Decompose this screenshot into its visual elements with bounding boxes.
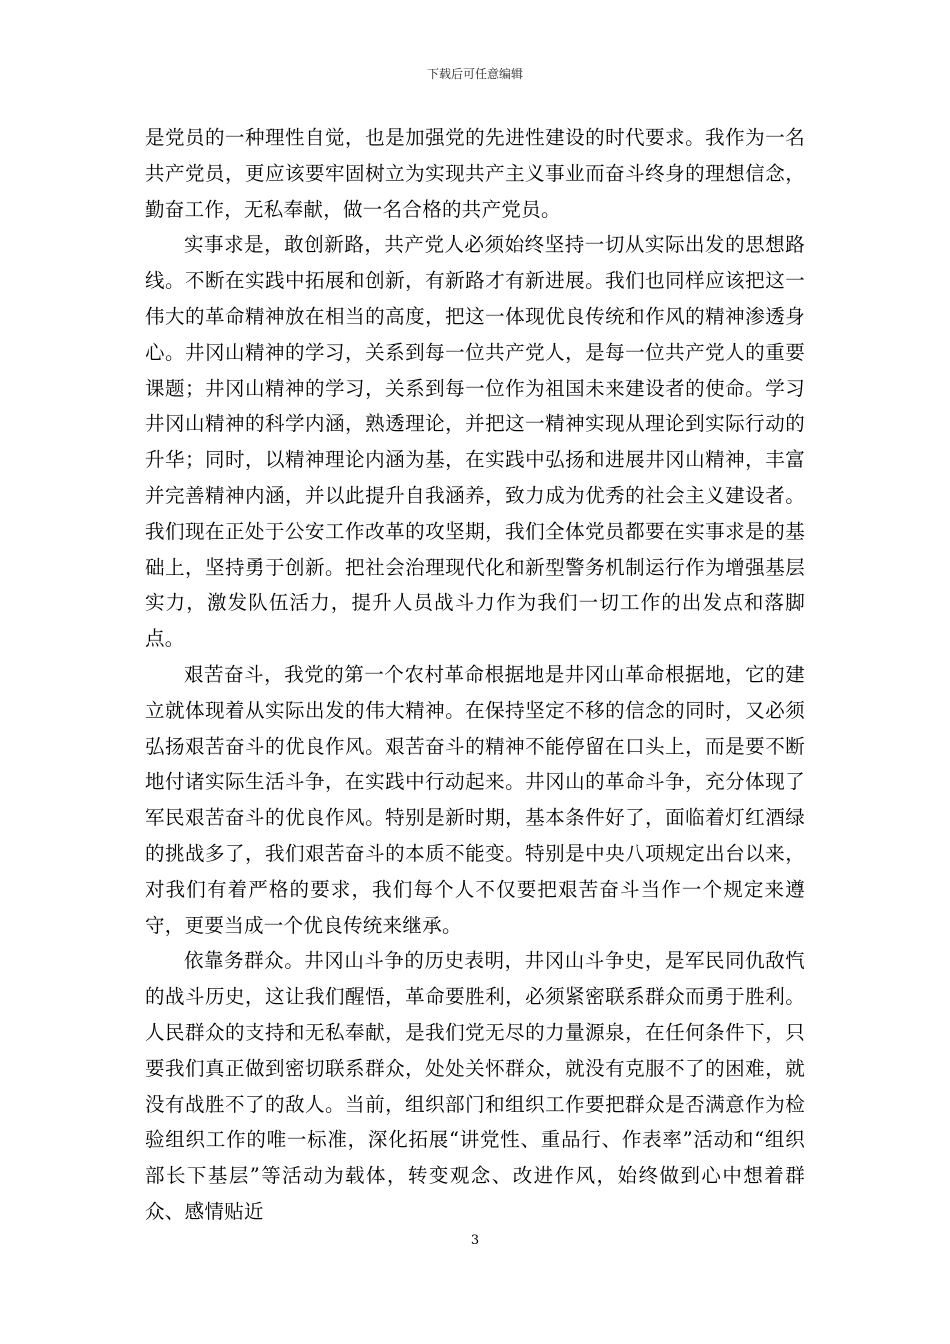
paragraph-3: 艰苦奋斗，我党的第一个农村革命根据地是井冈山革命根据地，它的建立就体现着从实际出发的伟大精神。在保持坚定不移的信念的同时，又必须弘扬艰苦奋斗的优良作风。艰苦奋斗的精神不能停留在口头上，而是要不断地付诸实际生活斗争，在实践中行动起来。井冈山的革命斗争，充分体现了军民艰苦奋斗的优良作风。特别是新时期，基本条件好了，面临着灯红酒绿的挑战多了，我们艰苦奋斗的本质不能变。特别是中央八项规定出台以来，对我们有着严格的要求，我们每个人不仅要把艰苦奋斗当作一个规定来遵守，更要当成一个优良传统来继承。 [145, 662, 805, 937]
page-number: 3 [470, 1233, 480, 1248]
paragraph-4: 依靠务群众。井冈山斗争的历史表明，井冈山斗争史，是军民同仇敌忾的战斗历史，这让我们醒悟，革命要胜利，必须紧密联系群众而勇于胜利。人民群众的支持和无私奉献，是我们党无尽的力量源泉，在任何条件下，只要我们真正做到密切联系群众，处处关怀群众，就没有克服不了的困难，就没有战胜不了的敌人。当前，组织部门和组织工作要把群众是否满意作为检验组织工作的唯一标准，深化拓展“讲党性、重品行、作表率”活动和“组织部长下基层”等活动为载体，转变观念、改进作风，始终做到心中想着群众、感情贴近 [145, 949, 805, 1223]
paragraph-2: 实事求是，敢创新路，共产党人必须始终坚持一切从实际出发的思想路线。不断在实践中拓展和创新，有新路才有新进展。我们也同样应该把这一伟大的革命精神放在相当的高度，把这一体现优良传统和作风的精神渗透身心。井冈山精神的学习，关系到每一位共产党人，是每一位共产党人的重要课题；井冈山精神的学习，关系到每一位作为祖国未来建设者的使命。学习井冈山精神的科学内涵，熟透理论，并把这一精神实现从理论到实际行动的升华；同时，以精神理论内涵为基，在实践中弘扬和进展井冈山精神，丰富并完善精神内涵，并以此提升自我涵养，致力成为优秀的社会主义建设者。我们现在正处于公安工作改革的攻坚期，我们全体党员都要在实事求是的基础上，坚持勇于创新。把社会治理现代化和新型警务机制运行作为增强基层实力，激发队伍活力，提升人员战斗力作为我们一切工作的出发点和落脚点。 [145, 233, 805, 651]
page-header: 下载后可任意编辑 [426, 67, 523, 81]
paragraph-1: 是党员的一种理性自觉，也是加强党的先进性建设的时代要求。我作为一名共产党员，更应该要牢固树立为实现共产主义事业而奋斗终身的理想信念，勤奋工作，无私奉献，做一名合格的共产党员。 [145, 126, 805, 221]
document-body [145, 120, 805, 1230]
